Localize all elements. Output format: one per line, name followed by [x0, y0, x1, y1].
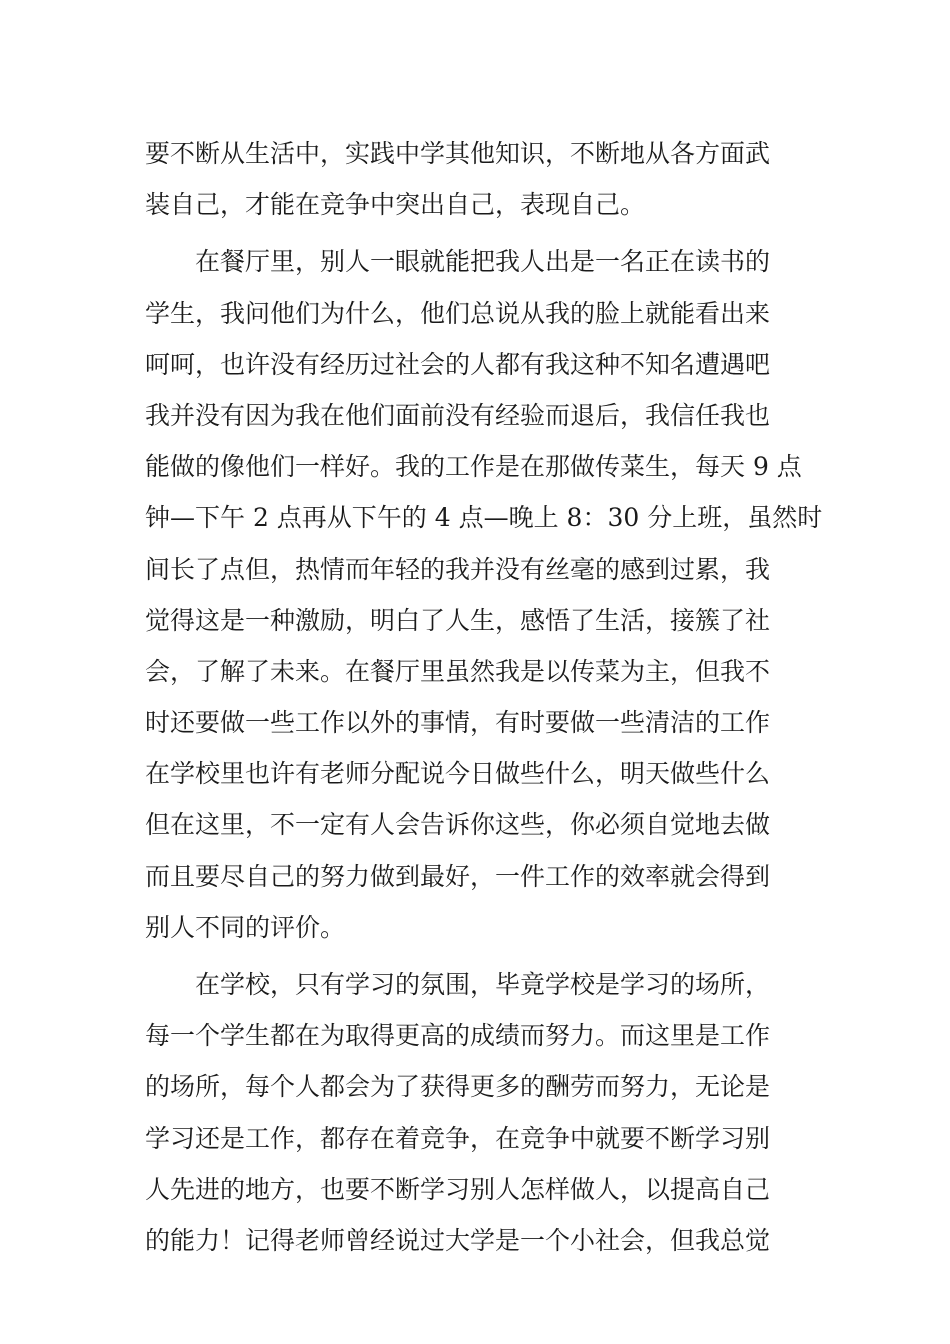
text-line: 学生，我问他们为什么，他们总说从我的脸上就能看出来	[145, 298, 771, 328]
text-line: 但在这里，不一定有人会告诉你这些，你必须自觉地去做	[145, 810, 771, 840]
body-text	[145, 128, 823, 1266]
text-line: 觉得这是一种激励，明白了人生，感悟了生活，接簇了社	[145, 605, 771, 635]
text-line: 间长了点但，热情而年轻的我并没有丝毫的感到过累，我	[145, 554, 771, 584]
text-line: 在餐厅里，别人一眼就能把我人出是一名正在读书的	[145, 247, 771, 277]
text-line: 的能力！记得老师曾经说过大学是一个小社会，但我总觉	[145, 1225, 771, 1255]
text-line: 别人不同的评价。	[145, 912, 346, 942]
text-line: 而且要尽自己的努力做到最好，一件工作的效率就会得到	[145, 861, 771, 891]
text-line: 每一个学生都在为取得更高的成绩而努力。而这里是工作	[145, 1021, 771, 1051]
text-line: 装自己，才能在竞争中突出自己，表现自己。	[145, 190, 646, 220]
text-line: 会，了解了未来。在餐厅里虽然我是以传菜为主，但我不	[145, 656, 771, 686]
text-line: 呵呵，也许没有经历过社会的人都有我这种不知名遭遇吧	[145, 349, 771, 379]
text-line: 学习还是工作，都存在着竞争，在竞争中就要不断学习别	[145, 1123, 771, 1153]
text-line: 能做的像他们一样好。我的工作是在那做传菜生，每天 9 点	[145, 452, 802, 482]
text-line: 在学校里也许有老师分配说今日做些什么，明天做些什么	[145, 759, 771, 789]
text-line: 在学校，只有学习的氛围，毕竟学校是学习的场所，	[145, 970, 771, 999]
text-line: 要不断从生活中，实践中学其他知识，不断地从各方面武	[145, 139, 771, 168]
text-line: 我并没有因为我在他们面前没有经验而退后，我信任我也	[145, 400, 771, 430]
text-line: 的场所，每个人都会为了获得更多的酬劳而努力，无论是	[145, 1072, 771, 1102]
text-line: 时还要做一些工作以外的事情，有时要做一些清洁的工作	[145, 708, 771, 738]
text-line: 人先进的地方，也要不断学习别人怎样做人，以提高自己	[145, 1174, 771, 1204]
text-line: 钟—下午 2 点再从下午的 4 点—晚上 8：30 分上班，虽然时	[145, 503, 823, 533]
